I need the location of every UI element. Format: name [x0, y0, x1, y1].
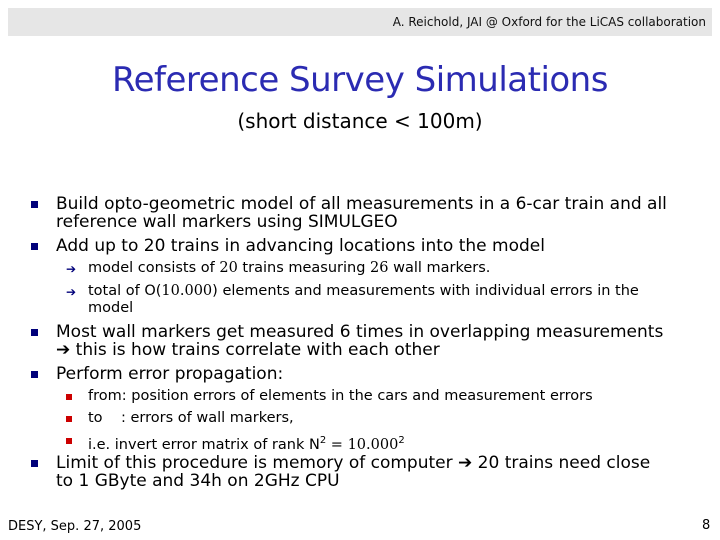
slide-subtitle: (short distance < 100m) — [237, 109, 483, 133]
page-number: 8 — [702, 518, 711, 533]
elements-count: 10.000 — [161, 283, 213, 299]
square-bullet-icon — [31, 201, 38, 208]
arrow-right-icon: ➔ — [66, 262, 77, 276]
bullet-limit — [56, 454, 696, 490]
sub-bullet-total-elements — [88, 283, 698, 317]
bullet-text-line: reference wall markers using SIMULGEO — [56, 212, 398, 232]
sub-bullet-to: to : errors of wall markers, — [88, 410, 294, 426]
bullet-add-trains: Add up to 20 trains in advancing locations into the model — [56, 236, 545, 256]
header-credit: A. Reichold, JAI @ Oxford for the LiCAS collaboration — [392, 15, 706, 29]
bullet-text-line — [56, 454, 696, 472]
sub-bullet-text: = — [326, 436, 348, 453]
sub-bullet-text: trains measuring — [237, 260, 371, 276]
sub-bullet-text: i.e. invert error matrix of rank N — [88, 436, 320, 453]
square-bullet-icon — [66, 438, 72, 444]
square-bullet-icon — [66, 394, 72, 400]
bullet-text-line: Build opto-geometric model of all measurements in a 6-car train and all — [56, 194, 667, 214]
bullet-error-propagation: Perform error propagation: — [56, 364, 284, 384]
bullet-text-line: Most wall markers get measured 6 times in overlapping measurements — [56, 322, 664, 342]
sub-bullet-text: wall markers. — [388, 260, 491, 276]
bullet-text-line — [56, 341, 696, 359]
sub-bullet-text: model consists of — [88, 260, 220, 276]
sub-bullet-text-line: model — [88, 300, 134, 316]
arrow-right-icon: ➔ — [56, 340, 71, 360]
bullet-text: 20 trains need close — [472, 453, 651, 473]
slide-title: Reference Survey Simulations — [112, 60, 608, 100]
square-bullet-icon — [66, 416, 72, 422]
arrow-right-icon: ➔ — [66, 285, 77, 299]
bullet-text: this is how trains correlate with each other — [70, 340, 440, 360]
bullet-wall-markers — [56, 323, 696, 359]
trains-count: 20 — [219, 260, 238, 276]
sub-bullet-text-line — [88, 283, 698, 300]
superscript: 2 — [319, 435, 327, 446]
bullet-text-line: to 1 GByte and 34h on 2GHz CPU — [56, 471, 340, 491]
square-bullet-icon — [31, 460, 38, 467]
square-bullet-icon — [31, 329, 38, 336]
sub-bullet-invert — [88, 432, 698, 454]
markers-count: 26 — [370, 260, 389, 276]
square-bullet-icon — [31, 371, 38, 378]
matrix-size: 10.000 — [347, 436, 399, 453]
footer-date: DESY, Sep. 27, 2005 — [8, 519, 142, 534]
sub-bullet-model-consists — [88, 260, 698, 277]
square-bullet-icon — [31, 243, 38, 250]
sub-bullet-text: ) elements and measurements with individual errors in the — [212, 283, 639, 299]
sub-bullet-text: total of O( — [88, 283, 162, 299]
arrow-right-icon: ➔ — [458, 453, 473, 473]
bullet-build-model — [56, 195, 696, 231]
superscript: 2 — [398, 435, 405, 446]
bullet-text: Limit of this procedure is memory of computer — [56, 453, 459, 473]
sub-bullet-from: from: position errors of elements in the cars and measurement errors — [88, 388, 593, 404]
